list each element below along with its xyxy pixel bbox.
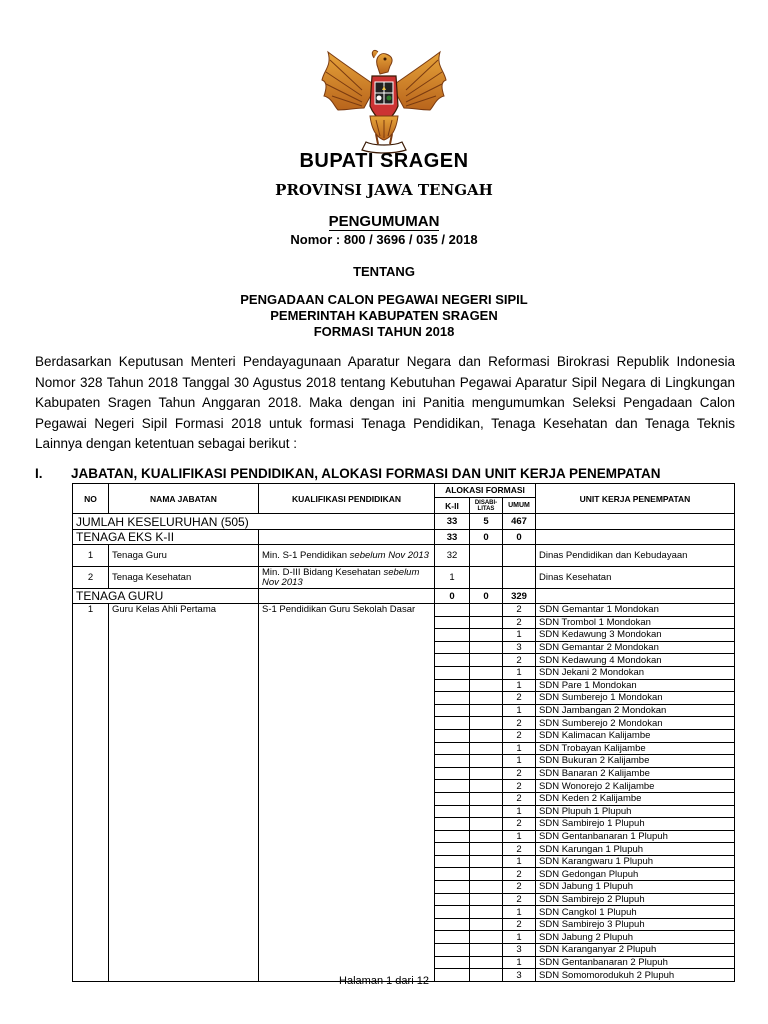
- unit-k2: [435, 755, 470, 768]
- row-jabatan: Tenaga Guru: [109, 545, 259, 567]
- table-row: [73, 545, 735, 567]
- unit-umum: 2: [503, 616, 536, 629]
- unit-name: SDN Banaran 2 Kalijambe: [536, 767, 735, 780]
- section-number: I.: [35, 466, 43, 481]
- unit-disabilitas: [470, 830, 503, 843]
- page-footer: Halaman 1 dari 12: [339, 975, 429, 987]
- guru-disabilitas: 0: [470, 589, 503, 604]
- unit-name: SDN Kedawung 3 Mondokan: [536, 629, 735, 642]
- unit-disabilitas: [470, 604, 503, 617]
- unit-umum: 1: [503, 830, 536, 843]
- kual-text: Min. D-III Bidang Kesehatan: [262, 566, 381, 578]
- unit-name: SDN Karangwaru 1 Plupuh: [536, 855, 735, 868]
- unit-umum: 2: [503, 717, 536, 730]
- unit-umum: 2: [503, 767, 536, 780]
- kual-text: Min. S-1 Pendidikan: [262, 549, 348, 561]
- unit-k2: [435, 692, 470, 705]
- unit-name: SDN Trobayan Kalijambe: [536, 742, 735, 755]
- unit-disabilitas: [470, 704, 503, 717]
- unit-k2: [435, 604, 470, 617]
- unit-disabilitas: [470, 641, 503, 654]
- header-no: NO: [73, 484, 109, 514]
- row-unit: Dinas Pendidikan dan Kebudayaan: [536, 545, 735, 567]
- unit-k2: [435, 704, 470, 717]
- eks-k2-row: [73, 530, 735, 545]
- guru-unit: [536, 589, 735, 604]
- header-disabilitas: DISABI-LITAS: [470, 498, 503, 514]
- row-unit: Dinas Kesehatan: [536, 567, 735, 589]
- eks-k2-unit: [536, 530, 735, 545]
- unit-name: SDN Sumberejo 1 Mondokan: [536, 692, 735, 705]
- header-k2: K-II: [435, 498, 470, 514]
- unit-disabilitas: [470, 906, 503, 919]
- total-row: [73, 514, 735, 530]
- unit-umum: 2: [503, 604, 536, 617]
- unit-umum: 1: [503, 805, 536, 818]
- unit-k2: [435, 629, 470, 642]
- row-no: 2: [73, 567, 109, 589]
- unit-k2: [435, 654, 470, 667]
- unit-name: SDN Gentanbanaran 2 Plupuh: [536, 956, 735, 969]
- total-label: JUMLAH KESELURUHAN (505): [73, 514, 435, 530]
- unit-umum: 2: [503, 780, 536, 793]
- eks-k2-umum: 0: [503, 530, 536, 545]
- unit-disabilitas: [470, 666, 503, 679]
- kual-italic: sebelum Nov 2013: [349, 549, 429, 561]
- unit-k2: [435, 717, 470, 730]
- subject-line-3: FORMASI TAHUN 2018: [313, 324, 455, 339]
- unit-umum: 1: [503, 629, 536, 642]
- formation-table: [72, 483, 735, 982]
- row-kualifikasi: [259, 545, 435, 567]
- section-title: JABATAN, KUALIFIKASI PENDIDIKAN, ALOKASI FORMASI DAN UNIT KERJA PENEMPATAN: [71, 466, 661, 481]
- unit-name: SDN Somomorodukuh 2 Plupuh: [536, 969, 735, 982]
- unit-k2: [435, 666, 470, 679]
- row-umum: [503, 545, 536, 567]
- eks-k2-label: TENAGA EKS K-II: [73, 530, 259, 545]
- unit-name: SDN Jabung 1 Plupuh: [536, 881, 735, 894]
- unit-disabilitas: [470, 767, 503, 780]
- row-kualifikasi: [259, 567, 435, 589]
- unit-name: SDN Gemantar 2 Mondokan: [536, 641, 735, 654]
- unit-umum: 2: [503, 881, 536, 894]
- unit-disabilitas: [470, 843, 503, 856]
- row-jabatan: Tenaga Kesehatan: [109, 567, 259, 589]
- unit-umum: 2: [503, 868, 536, 881]
- unit-name: SDN Karungan 1 Plupuh: [536, 843, 735, 856]
- unit-disabilitas: [470, 729, 503, 742]
- document-number: Nomor : 800 / 3696 / 035 / 2018: [290, 232, 478, 247]
- unit-k2: [435, 616, 470, 629]
- unit-name: SDN Cangkol 1 Plupuh: [536, 906, 735, 919]
- unit-name: SDN Gemantar 1 Mondokan: [536, 604, 735, 617]
- unit-umum: 1: [503, 906, 536, 919]
- unit-umum: 2: [503, 729, 536, 742]
- unit-k2: [435, 729, 470, 742]
- unit-disabilitas: [470, 956, 503, 969]
- unit-disabilitas: [470, 629, 503, 642]
- header-umum: UMUM: [503, 498, 536, 514]
- unit-k2: [435, 679, 470, 692]
- header-nama-jabatan: NAMA JABATAN: [109, 484, 259, 514]
- row-k2: 32: [435, 545, 470, 567]
- unit-umum: 1: [503, 855, 536, 868]
- unit-disabilitas: [470, 855, 503, 868]
- unit-disabilitas: [470, 931, 503, 944]
- unit-k2: [435, 855, 470, 868]
- unit-name: SDN Sambirejo 2 Plupuh: [536, 893, 735, 906]
- unit-name: SDN Jabung 2 Plupuh: [536, 931, 735, 944]
- unit-row: [73, 604, 735, 617]
- unit-umum: 2: [503, 792, 536, 805]
- guru-kualifikasi: S-1 Pendidikan Guru Sekolah Dasar: [259, 604, 435, 982]
- unit-umum: 2: [503, 918, 536, 931]
- unit-name: SDN Sambirejo 1 Plupuh: [536, 818, 735, 831]
- unit-k2: [435, 780, 470, 793]
- eks-k2-k2: 33: [435, 530, 470, 545]
- unit-disabilitas: [470, 717, 503, 730]
- guru-no: 1: [73, 604, 109, 982]
- table-row: [73, 567, 735, 589]
- announcement-heading: [0, 213, 768, 230]
- unit-name: SDN Jekani 2 Mondokan: [536, 666, 735, 679]
- unit-k2: [435, 918, 470, 931]
- unit-name: SDN Gentanbanaran 1 Plupuh: [536, 830, 735, 843]
- total-disabilitas: 5: [470, 514, 503, 530]
- unit-disabilitas: [470, 792, 503, 805]
- guru-label: TENAGA GURU: [73, 589, 259, 604]
- row-disabilitas: [470, 567, 503, 589]
- unit-k2: [435, 956, 470, 969]
- unit-disabilitas: [470, 679, 503, 692]
- unit-umum: 2: [503, 692, 536, 705]
- unit-umum: 1: [503, 931, 536, 944]
- garuda-emblem-icon: [314, 46, 454, 154]
- unit-k2: [435, 792, 470, 805]
- row-k2: 1: [435, 567, 470, 589]
- unit-k2: [435, 868, 470, 881]
- guru-kual: [259, 589, 435, 604]
- unit-k2: [435, 881, 470, 894]
- total-k2: 33: [435, 514, 470, 530]
- unit-umum: 3: [503, 641, 536, 654]
- subject-line-1: PENGADAAN CALON PEGAWAI NEGERI SIPIL: [240, 292, 528, 307]
- unit-k2: [435, 843, 470, 856]
- unit-name: SDN Wonorejo 2 Kalijambe: [536, 780, 735, 793]
- unit-k2: [435, 805, 470, 818]
- header-kualifikasi: KUALIFIKASI PENDIDIKAN: [259, 484, 435, 514]
- intro-paragraph: Berdasarkan Keputusan Menteri Pendayagunaan Aparatur Negara dan Reformasi Birokrasi Republik Indonesia Nomor 328 Tahun 2018 Tanggal 30 Agustus 2018 tentang Kebutuhan Pegawai Aparatur Sipil Negara di Lingkungan Kabupaten Sragen Tahun Anggaran 2018. Maka dengan ini Panitia mengumumkan Seleksi Pengadaan Calon Pegawai Negeri Sipil Formasi 2018 untuk formasi Tenaga Pendidikan, Tenaga Kesehatan dan Tenaga Teknis Lainnya dengan ketentuan sebagai berikut :: [35, 354, 735, 451]
- unit-umum: 3: [503, 969, 536, 982]
- unit-name: SDN Trombol 1 Mondokan: [536, 616, 735, 629]
- unit-disabilitas: [470, 893, 503, 906]
- about-label: TENTANG: [353, 264, 415, 279]
- unit-disabilitas: [470, 616, 503, 629]
- header-unit-kerja: UNIT KERJA PENEMPATAN: [536, 484, 735, 514]
- guru-k2: 0: [435, 589, 470, 604]
- unit-name: SDN Kedawung 4 Mondokan: [536, 654, 735, 667]
- unit-name: SDN Sumberejo 2 Mondokan: [536, 717, 735, 730]
- unit-disabilitas: [470, 918, 503, 931]
- row-disabilitas: [470, 545, 503, 567]
- unit-k2: [435, 893, 470, 906]
- unit-disabilitas: [470, 805, 503, 818]
- unit-k2: [435, 906, 470, 919]
- unit-name: SDN Keden 2 Kalijambe: [536, 792, 735, 805]
- unit-name: SDN Kalimacan Kalijambe: [536, 729, 735, 742]
- unit-umum: 2: [503, 818, 536, 831]
- unit-k2: [435, 767, 470, 780]
- unit-umum: 1: [503, 679, 536, 692]
- unit-k2: [435, 944, 470, 957]
- unit-name: SDN Jambangan 2 Mondokan: [536, 704, 735, 717]
- unit-umum: 1: [503, 666, 536, 679]
- unit-umum: 2: [503, 654, 536, 667]
- unit-disabilitas: [470, 818, 503, 831]
- unit-name: SDN Karanganyar 2 Plupuh: [536, 944, 735, 957]
- eks-k2-disabilitas: 0: [470, 530, 503, 545]
- unit-umum: 2: [503, 843, 536, 856]
- unit-k2: [435, 818, 470, 831]
- unit-disabilitas: [470, 755, 503, 768]
- document-title: BUPATI SRAGEN: [299, 150, 469, 172]
- header-alokasi: ALOKASI FORMASI: [435, 484, 536, 498]
- unit-umum: 1: [503, 755, 536, 768]
- total-umum: 467: [503, 514, 536, 530]
- unit-name: SDN Pare 1 Mondokan: [536, 679, 735, 692]
- eks-k2-kual: [259, 530, 435, 545]
- unit-disabilitas: [470, 692, 503, 705]
- unit-k2: [435, 641, 470, 654]
- guru-row: [73, 589, 735, 604]
- total-unit: [536, 514, 735, 530]
- unit-umum: 1: [503, 704, 536, 717]
- unit-name: SDN Gedongan Plupuh: [536, 868, 735, 881]
- guru-jabatan: Guru Kelas Ahli Pertama: [109, 604, 259, 982]
- subject-line-2: PEMERINTAH KABUPATEN SRAGEN: [270, 308, 498, 323]
- unit-k2: [435, 830, 470, 843]
- unit-disabilitas: [470, 654, 503, 667]
- unit-disabilitas: [470, 780, 503, 793]
- unit-disabilitas: [470, 881, 503, 894]
- unit-name: SDN Sambirejo 3 Plupuh: [536, 918, 735, 931]
- announcement-label: PENGUMUMAN: [328, 213, 440, 230]
- unit-k2: [435, 742, 470, 755]
- guru-umum: 329: [503, 589, 536, 604]
- kual-italic: sebelum Nov 2013: [262, 566, 420, 588]
- unit-umum: 1: [503, 742, 536, 755]
- unit-disabilitas: [470, 868, 503, 881]
- row-umum: [503, 567, 536, 589]
- row-no: 1: [73, 545, 109, 567]
- unit-umum: 1: [503, 956, 536, 969]
- unit-name: SDN Bukuran 2 Kalijambe: [536, 755, 735, 768]
- unit-name: SDN Plupuh 1 Plupuh: [536, 805, 735, 818]
- unit-umum: 3: [503, 944, 536, 957]
- unit-disabilitas: [470, 742, 503, 755]
- unit-disabilitas: [470, 944, 503, 957]
- unit-umum: 2: [503, 893, 536, 906]
- unit-k2: [435, 931, 470, 944]
- province-name: PROVINSI JAWA TENGAH: [275, 181, 493, 199]
